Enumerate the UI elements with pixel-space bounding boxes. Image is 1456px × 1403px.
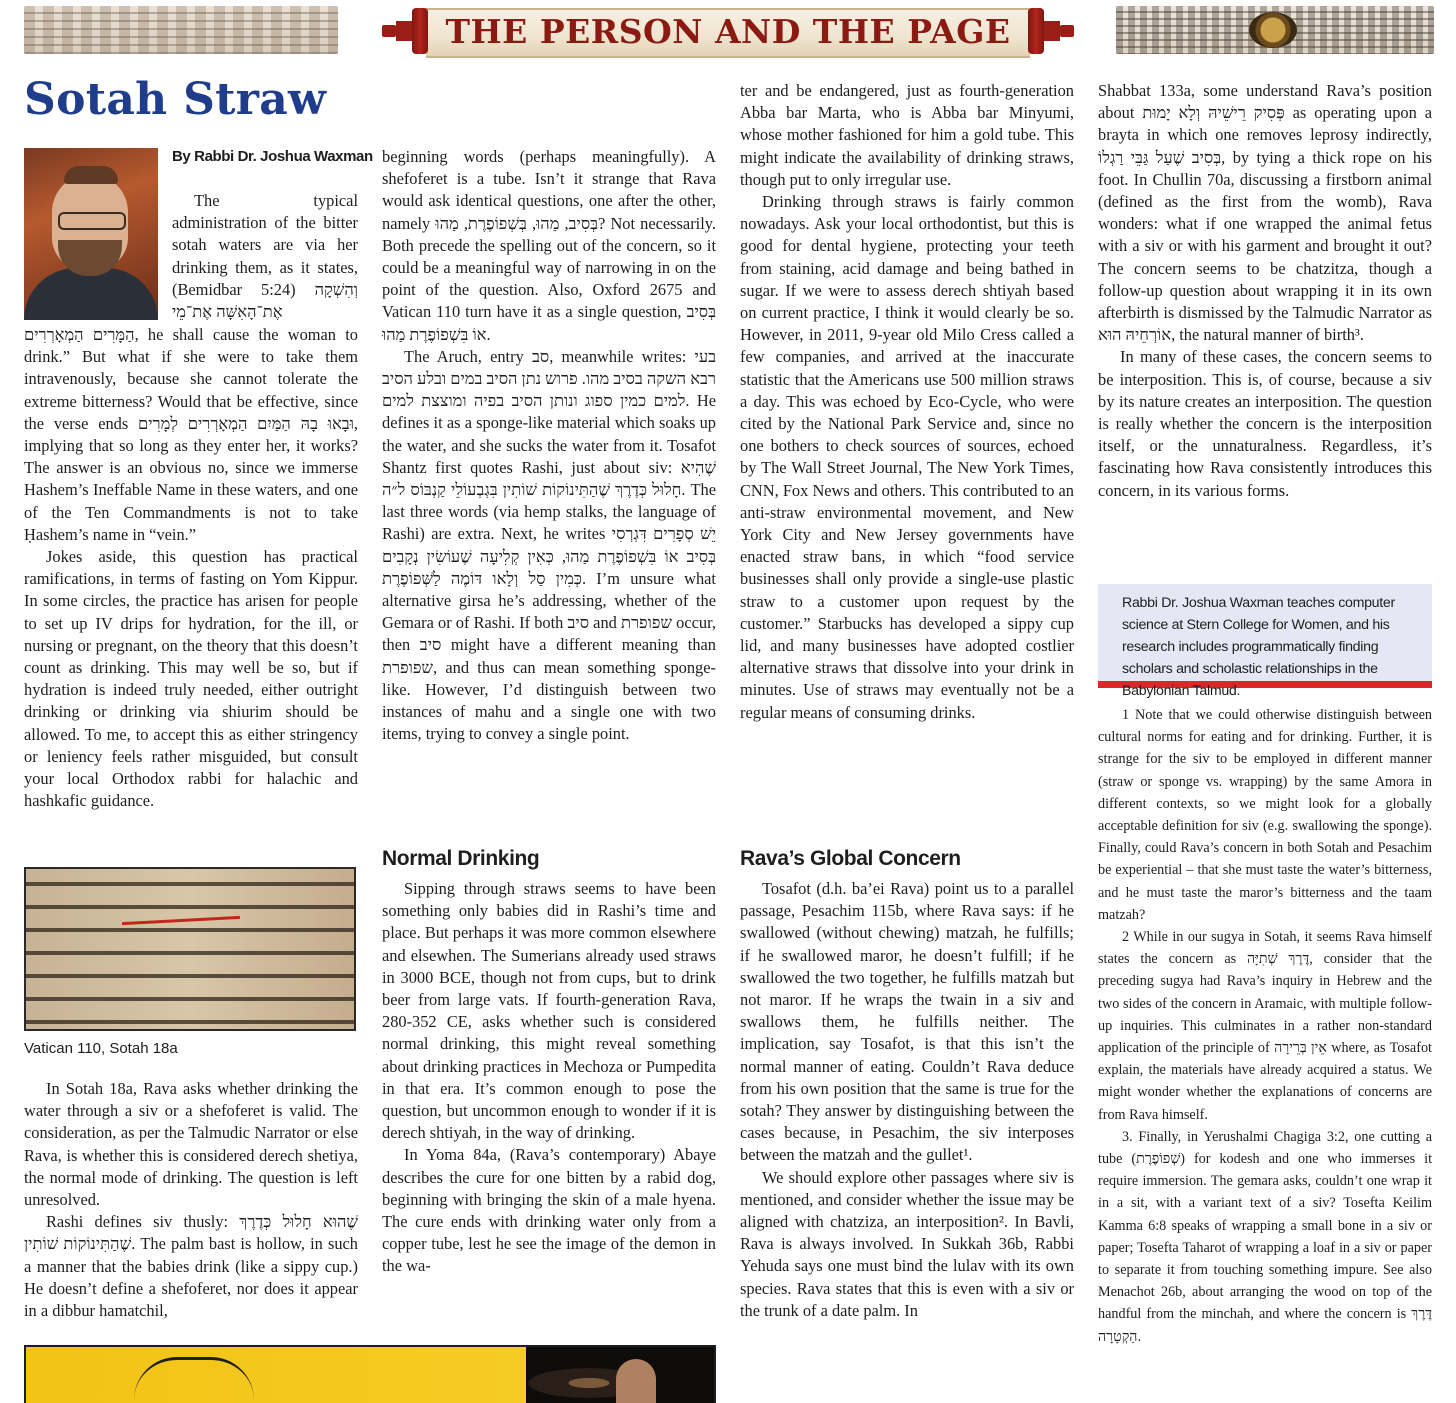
paragraph: beginning words (perhaps meaningfully). A shefoferet is a tube. Isn’t it strange that Rava would ask identical questions, one after the other, namely בְּסִיב, מַהוּ, בְּשְׁפוֹפֶרֶת, מַהוּ? Not necessarily. Both precede the spelling out of the concern, so it could be a meaningful way of narrowing in on the point of the question. Also, Oxford 2675 and Vatican 110 turn have it as a single question, בְּסִיב אוֹ בִּשְׁפוֹפֶרֶת מַהוּ. bbox=[382, 147, 716, 344]
column-3-top bbox=[740, 80, 1074, 724]
paragraph: Drinking through straws is fairly common nowadays. Ask your local orthodontist, but this is good for dental hygiene, protecting your teeth from staining, acid damage and being bathed in sugar. If we were to assess derech shtiyah based on current practice, I think it would clearly be so. However, in 2011, 9-year old Milo Cress called a few companies, and arrived at the inaccurate statistic that the Americans use 500 million straws a day. This was echoed by Eco-Cycle, who were cited by the National Park Service and, since no one bothers to check sources of sources, echoed by The Wall Street Journal, The New York Times, CNN, Fox News and others. This contributed to an anti-straw environmental movement, and New York City and New Jersey governments have enacted straw bans, in which “food service businesses shall only provide a single-use plastic straw to a customer upon request by the customer.” Starbucks has developed a sippy cup lid, and many businesses have adopted costlier alternative straws that dissolve into your drink in minutes. Use of straws may eventually not be a regular means of consuming drinks. bbox=[740, 192, 1074, 722]
column-2-bottom bbox=[382, 878, 716, 1278]
column-2-top bbox=[382, 146, 716, 745]
column-1-bottom bbox=[24, 1078, 358, 1322]
ad-swoosh bbox=[134, 1357, 254, 1400]
paragraph: In many of these cases, the concern seems to be interposition. This is, of course, because a siv by its nature creates an interposition. The question is really whether the concern is the interposition itself, or the unnaturalness. Regardless, it’s fascinating how Rava consistently introduces this concern, in its various forms. bbox=[1098, 347, 1432, 500]
paragraph: The Aruch, entry סב, meanwhile writes: בעי רבא השקה בסיב מהו. פרוש נתן הסיב במים ובלע הסיב למים כמין ספוג ונותן הסיב בפיה ומוצצת למים. He defines it as a sponge-like material which soaks up the water, and she sucks the water from it. Tosafot Shantz first quotes Rashi, just about siv: שֶׁהִיא חָלוּל כְּדֶרֶךְ שֶׁהַתִּינוֹקוֹת שׁוֹתִין בִּגְבְעוֹלֵי קַנְבּוֹס ל״ה. The last three words (via hemp stalks, the language of Rashi) are extra. Next, he writes יֵשׁ סְפָרִים דִּגְרְסִי בְּסִיב אוֹ בִּשְׁפוֹפֶרֶת מַהוּ, כְּאִין קְלִיעָה שֶׁעוֹשִׂין נְקָבִים כְּמִין סַל וְלָאו דּוֹמֶה לַשְּׁפוֹפֶרֶת. I’m unsure what alternative girsa he’s addressing, whether of the Gemara or of Rashi. If both סיב and שפופרת occur, then סיב might have a different meaning than שפופרת, and thus can mean something sponge-like. However, I’d distinguish between two instances of mahu and a single one with two items, trying to convey a single point. bbox=[382, 346, 716, 744]
footnote: 3. Finally, in Yerushalmi Chagiga 3:2, one cutting a tube (שְׁפוֹפֶרֶת) for kodesh and one who immerses it require immersion. The gemara asks, couldn’t one wrap it in a sit, with a variant text of a siv? Tosefta Keilim Kamma 6:8 speaks of wrapping a small bone in a siv or paper; Tosefta Taharot of wrapping a loaf in a siv or paper to separate it from touching something impure. See also Menachot 26b, about arranging the wood on top of the handful from the minchah, and where the concern is דֶּרֶךְ הַקְטָרָה. bbox=[1098, 1128, 1433, 1345]
paragraph: In Sotah 18a, Rava asks whether drinking the water through a siv or a shefoferet is valid. The consideration, as per the Talmudic Narrator or else Rava, is whether this is considered derech shetiya, the normal mode of drinking. The question is left unresolved. bbox=[24, 1079, 358, 1210]
section-banner bbox=[382, 8, 1074, 54]
column-3-bottom bbox=[740, 878, 1074, 1322]
paragraph: Jokes aside, this question has practical ramifications, in terms of fasting on Yom Kippur. In some circles, the practice has arisen for people to set up IV drips for hydration, for the ill, or nursing or pregnant, on the theory that this doesn’t count as drinking. This may well be so, but if hydration is indeed truly needed, either outright drinking or drinking via shiurim should be allowed. To me, to accept this as either stringency or leniency feels rather misguided, but consult your local Orthodox rabbi for halachic and hashkafic guidance. bbox=[24, 547, 358, 811]
article-title: Sotah Straw bbox=[24, 74, 327, 125]
author-photo bbox=[24, 148, 158, 320]
paragraph: In Yoma 84a, (Rava’s contemporary) Abaye describes the cure for one bitten by a rabid dog, beginning with bringing the skin of a male hyena. The cure ends with drinking water only from a copper tube, lest he see the image of the demon in the wa- bbox=[382, 1145, 716, 1276]
manuscript-underline bbox=[122, 916, 240, 925]
ad-person bbox=[616, 1359, 656, 1403]
author-bio: Rabbi Dr. Joshua Waxman teaches computer science at Stern College for Women, and his research includes programmatically finding scholars and scholastic relationships in the Babylonian Talmud. bbox=[1098, 584, 1432, 688]
image-caption: Vatican 110, Sotah 18a bbox=[24, 1040, 178, 1057]
footnote: 2 While in our sugya in Sotah, it seems Rava himself states the concern as דֶּרֶךְ שְׁתִיָּה, consider that the preceding sugya had Rava’s inquiry in Hebrew and the two sides of the concern in Aramaic, with multiple follow-up inquiries. This culminates in a rather non-standard application of the principle of אֵין בְּרֵירָה where, as Tosafot explain, the materials have already acquired a status. We might wonder whether the explanations of concerns are from Rava himself. bbox=[1098, 929, 1432, 1123]
paragraph: הַמָּרִים הַמְאָרְרִים, he shall cause the woman to drink.” But what if she were to take them intravenously, because she cannot tolerate the extreme bitterness? Would that be effective, since the verse ends וּבָאוּ בָהּ הַמַּיִם הַמְאָרְרִים לְמָרִים, implying that so long as they enter her, it works? The answer is an obvious no, since we immerse Hashem’s Ineffable Name in these waters, and one of the Ten Commandments is not to take Ḥashem’s name in “vein.” bbox=[24, 325, 358, 544]
banner-title: THE PERSON AND THE PAGE bbox=[445, 12, 1011, 51]
paragraph: Tosafot (d.h. ba’ei Rava) point us to a parallel passage, Pesachim 115b, where Rava says: if he swallowed (without chewing) matzah, he fulfills; if he swallowed maror, he doesn’t fulfill; if he swallowed the two together, he fulfills matzah but not maror. If he wraps the twain in a siv and swallows them, he fulfills neither. The implication, say Tosafot, is that this isn’t the normal manner of eating. Couldn’t Rava deduce from his own position that the same is true for the sotah? They answer by distinguishing between the cases because, in Pesachim, the siv interposes between the matzah and the gullet¹. bbox=[740, 879, 1074, 1165]
footnotes bbox=[1098, 704, 1432, 1348]
paragraph: Shabbat 133a, some understand Rava’s position about פְּסִיק רֵישֵׁיהּ וְלָא יָמוּת as operating upon a brayta in which one removes leprosy indirectly, בְּסִיב שֶׁעַל גַּבֵּי רַגְלוֹ, by tying a thick rope on his foot. In Chullin 70a, discussing a firstborn animal (defined as the first from the womb), Rava wonders: what if one wrapped the animal fetus with a siv or with his garment and brought it out? The concern seems to be chatzitza, though a follow-up question about wrapping it in its own afterbirth is dismissed by the Talmudic Narrator as אוֹרְחֵיהּ הוּא, the natural manner of birth³. bbox=[1098, 81, 1432, 345]
paragraph: The typical administration of the bitter sotah waters are via her drinking them, as it states, (Bemidbar 5:24) וְהִשְׁקָה אֶת־הָאִשָּׁה אֶת־מֵי bbox=[172, 191, 358, 322]
byline: By Rabbi Dr. Joshua Waxman bbox=[172, 148, 373, 165]
seal-icon bbox=[1249, 12, 1297, 48]
subhead-global-concern: Rava’s Global Concern bbox=[740, 847, 961, 870]
paragraph: ter and be endangered, just as fourth-generation Abba bar Marta, who is Abba bar Minyumi, whose mother fashioned for him a gold tube. This might indicate the availability of drinking straws, though put to only irregular use. bbox=[740, 81, 1074, 189]
header-left-image bbox=[24, 6, 338, 54]
column-1-main bbox=[24, 324, 358, 812]
advertisement[interactable] bbox=[24, 1345, 716, 1403]
paragraph: Sipping through straws seems to have been something only babies did in Rashi’s time and place. But perhaps it was more common elsewhere and elsewhen. The Sumerians already used straws in 3000 BCE, though not from cups, but to drink beer from large vats. If fourth-generation Rava, 280-352 CE, asks whether such is considered normal drinking, this might reveal something about drinking practices in Mechoza or Pumpedita in that era. It’s common enough to pose the question, but uncommon enough to wonder if it is derech shtiyah, in the way of drinking. bbox=[382, 879, 716, 1143]
column-4-top bbox=[1098, 80, 1432, 502]
paragraph: We should explore other passages where siv is mentioned, and consider whether the issue may be aligned with chatziza, an interposition². In Bavli, Rava is always involved. In Sukkah 36b, Rabbi Yehuda says one must bind the lulav with its own species. Rava states that this is even with a siv or the trunk of a date palm. In bbox=[740, 1167, 1074, 1320]
subhead-normal-drinking: Normal Drinking bbox=[382, 847, 540, 870]
manuscript-image bbox=[24, 867, 356, 1031]
column-1-intro bbox=[172, 190, 358, 323]
paragraph: Rashi defines siv thusly: שֶׁהוּא חָלוּל כְּדֶרֶךְ שֶׁהַתִּינוֹקוֹת שׁוֹתִין. The palm bast is hollow, in such a manner that the babies drink (like a sippy cup.) He doesn’t define a shefoferet, nor does it appear in a dibbur hamatchil, bbox=[24, 1212, 358, 1321]
header-right-image bbox=[1116, 6, 1434, 54]
footnote: 1 Note that we could otherwise distinguish between cultural norms for eating and for drinking. Further, it is strange for the siv to be employed in different manner (straw or sponge vs. wrapping) by the same Amora in different contexts, so we might look for a globally acceptable definition for siv (e.g. swallowing the sponge). Finally, could Rava’s concern in both Sotah and Pesachim be experiential – that she must taste the water’s bitterness, and he must taste the maror’s bitterness and the taam matzah? bbox=[1098, 707, 1432, 923]
